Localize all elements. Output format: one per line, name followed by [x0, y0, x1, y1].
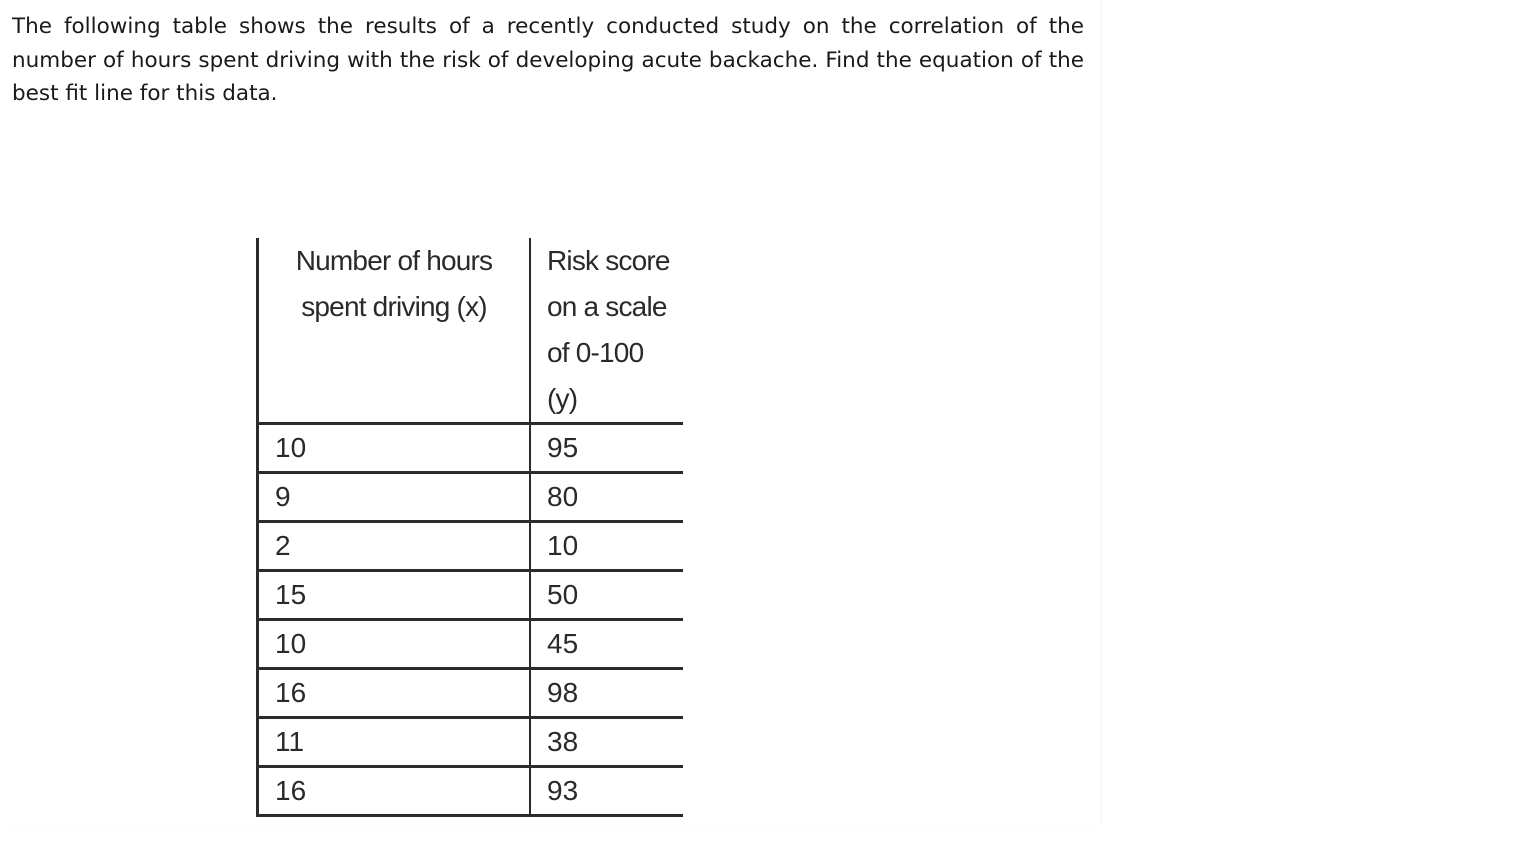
cell-hours: 10: [258, 620, 531, 669]
data-table: [256, 238, 683, 817]
header-risk-line: on a scale: [547, 291, 667, 322]
header-hours-line: Number of hours: [295, 245, 493, 276]
cell-risk: 80: [530, 473, 683, 522]
table-header-row: [258, 238, 684, 424]
table-row: [258, 767, 684, 816]
table-row: [258, 522, 684, 571]
cell-hours: 11: [258, 718, 531, 767]
cell-hours: 2: [258, 522, 531, 571]
header-risk-line: (y): [547, 383, 578, 414]
cell-hours: 16: [258, 767, 531, 816]
cell-risk: 98: [530, 669, 683, 718]
table-row: [258, 424, 684, 473]
table-row: [258, 718, 684, 767]
question-text: The following table shows the results of a recently conducted study on the correlation of the number of hours spent driving with the risk of developing acute backache. Find the equation of the best fit line for this data.: [12, 14, 1084, 106]
cell-risk: 93: [530, 767, 683, 816]
table-row: [258, 571, 684, 620]
cell-risk: 95: [530, 424, 683, 473]
cell-risk: 45: [530, 620, 683, 669]
header-risk: [530, 238, 683, 424]
table-row: [258, 473, 684, 522]
table-row: [258, 669, 684, 718]
cell-hours: 9: [258, 473, 531, 522]
cell-hours: 16: [258, 669, 531, 718]
cell-risk: 10: [530, 522, 683, 571]
header-hours: [258, 238, 531, 424]
cell-hours: 15: [258, 571, 531, 620]
table-row: [258, 620, 684, 669]
cell-hours: 10: [258, 424, 531, 473]
cell-risk: 50: [530, 571, 683, 620]
header-hours-line: spent driving (x): [301, 291, 487, 322]
header-risk-line: of 0-100: [547, 337, 644, 368]
header-risk-line: Risk score: [547, 245, 670, 276]
cell-risk: 38: [530, 718, 683, 767]
